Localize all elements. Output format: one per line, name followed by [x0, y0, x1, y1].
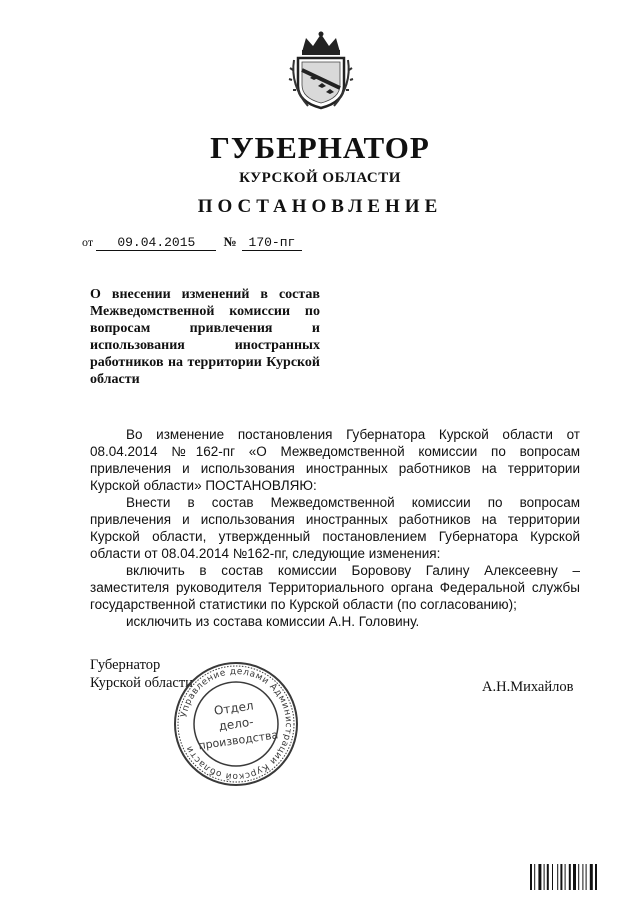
- barcode-bar: [565, 864, 566, 890]
- signature-name: А.Н.Михайлов: [482, 679, 574, 695]
- coat-of-arms-icon: [288, 30, 354, 112]
- stamp-center-line2: дело-: [217, 714, 255, 734]
- document-header-region: КУРСКОЙ ОБЛАСТИ: [239, 170, 401, 186]
- barcode-bar: [552, 864, 553, 890]
- document-date: 09.04.2015: [96, 235, 216, 251]
- document-number: 170-пг: [242, 235, 302, 251]
- document-body: [90, 426, 580, 630]
- body-paragraph: Во изменение постановления Губернатора Курской области от 08.04.2014 №162-пг «О Межведомственной комиссии по вопросам привлечения и использования иностранных работников на территории Курской области» ПОСТАНОВЛЯЮ:: [90, 427, 580, 493]
- document-subject: О внесении изменений в состав Межведомственной комиссии по вопросам привлечения и использования иностранных работников на территории Курской области: [90, 287, 320, 387]
- barcode-bar: [560, 864, 562, 890]
- barcode-bar: [590, 864, 593, 890]
- barcode-bar: [530, 864, 532, 890]
- signature-position-line2: Курской области: [90, 675, 193, 691]
- body-paragraph: включить в состав комиссии Боровову Галину Алексеевну – заместителя руководителя Территориального органа Федеральной службы государственной статистики по Курской области (по согласованию);: [90, 563, 580, 612]
- body-paragraph: Внести в состав Межведомственной комиссии по вопросам привлечения и использования иностранных работников на территории Курской области, утвержденный постановлением Губернатора Курской области от 08.04.2014 №162-пг, следующие изменения:: [90, 495, 580, 561]
- office-stamp: [172, 660, 300, 788]
- stamp-center-line1: Отдел: [213, 698, 255, 718]
- document-header-title: ГУБЕРНАТОР: [210, 130, 430, 165]
- barcode-bar: [582, 864, 583, 890]
- number-label: №: [223, 234, 237, 249]
- barcode-bar: [557, 864, 558, 890]
- stamp-ring-text: Управление делами Администрации Курской области: [179, 666, 294, 782]
- barcode-bar: [544, 864, 545, 890]
- barcode-icon: [530, 864, 614, 890]
- barcode-bar: [569, 864, 571, 890]
- barcode-bar: [534, 864, 535, 890]
- barcode-bar: [586, 864, 587, 890]
- document-type: ПОСТАНОВЛЕНИЕ: [197, 196, 443, 217]
- signature-position-line1: Губернатор: [90, 657, 161, 673]
- barcode-bar: [538, 864, 541, 890]
- dateline: [82, 234, 302, 251]
- barcode-bar: [595, 864, 597, 890]
- barcode-bar: [573, 864, 576, 890]
- barcode-bar: [547, 864, 549, 890]
- date-from-label: от: [82, 235, 94, 249]
- barcode-bar: [578, 864, 579, 890]
- stamp-center-line3: производства: [197, 728, 280, 753]
- body-paragraph: исключить из состава комиссии А.Н. Головину.: [126, 614, 420, 629]
